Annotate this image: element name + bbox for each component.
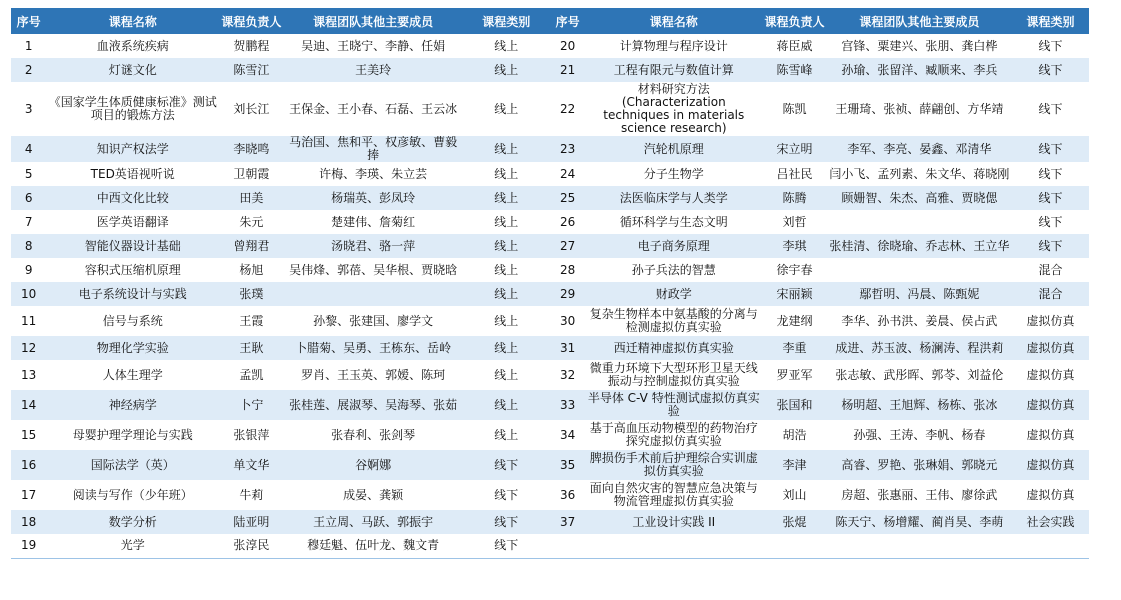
- cell-course-name-right: 电子商务原理: [585, 234, 762, 258]
- cell-seq-left: 9: [24, 262, 33, 277]
- cell-seq-left: 17: [21, 487, 37, 502]
- cell-course-type-left: 线上: [494, 427, 519, 442]
- cell-course-type-right: 线下: [1038, 166, 1063, 181]
- cell-course-type-right: 线下: [1038, 214, 1063, 229]
- table-row: [11, 480, 1089, 510]
- cell-course-type-left: 线下: [463, 510, 550, 534]
- cell-course-type-right: [1012, 534, 1089, 558]
- cell-course-name-right: 西迁精神虚拟仿真实验: [585, 336, 762, 360]
- cell-course-name-right: 工业设计实践 II: [585, 510, 762, 534]
- cell-course-name-left: 智能仪器设计基础: [46, 234, 219, 258]
- cell-course-name-left: 数学分析: [46, 510, 219, 534]
- cell-team-members-left: 许梅、李瑛、朱立芸: [319, 166, 428, 181]
- table-row: [11, 420, 1089, 450]
- cell-seq-right: 31: [550, 336, 585, 360]
- cell-course-lead-left: 陆亚明: [219, 510, 284, 534]
- cell-course-type-left: 线上: [494, 101, 519, 116]
- cell-course-name-left: 血液系统疾病: [96, 38, 169, 53]
- table-row: [11, 34, 1089, 58]
- header-course-lead-2: 课程负责人: [762, 8, 827, 34]
- cell-team-members-right: 闫小飞、孟列素、朱文华、蒋晓刚: [829, 166, 1010, 181]
- cell-team-members-left: 汤晓君、骆一萍: [284, 234, 463, 258]
- cell-course-name-left: 灯谜文化: [46, 58, 219, 82]
- cell-course-lead-left: 贺鹏程: [233, 38, 270, 53]
- cell-course-lead-left: 孟凯: [239, 367, 264, 382]
- cell-seq-right: 25: [550, 186, 585, 210]
- cell-team-members-left: 王美玲: [284, 58, 463, 82]
- cell-course-lead-left: 李晓鸣: [219, 136, 284, 162]
- cell-seq-left: 5: [24, 166, 33, 181]
- cell-course-type-right: 虚拟仿真: [1012, 450, 1089, 480]
- cell-course-lead-right: 徐宇春: [776, 262, 813, 277]
- cell-course-name-left: TED英语视听说: [90, 166, 175, 181]
- cell-course-lead-right: 张焜: [762, 510, 827, 534]
- cell-course-type-right: 混合: [1038, 262, 1063, 277]
- cell-course-lead-left: 王耿: [219, 336, 284, 360]
- cell-course-lead-left: 陈雪江: [219, 58, 284, 82]
- cell-course-name-right: [585, 534, 762, 558]
- cell-course-lead-right: 龙建纲: [776, 313, 813, 328]
- cell-course-lead-right: 陈腾: [762, 186, 827, 210]
- cell-team-members-right: 成进、苏玉波、杨澜涛、程洪莉: [827, 336, 1012, 360]
- cell-course-type-right: 虚拟仿真: [1026, 487, 1075, 502]
- cell-course-type-right: 虚拟仿真: [1012, 336, 1089, 360]
- cell-seq-right: 32: [560, 367, 576, 382]
- cell-course-type-right: 虚拟仿真: [1026, 313, 1075, 328]
- cell-team-members-left: 成晏、龚颖: [343, 487, 404, 502]
- cell-course-type-right: 线下: [1012, 136, 1089, 162]
- cell-seq-left: 4: [11, 136, 46, 162]
- cell-course-lead-right: 宋立明: [762, 136, 827, 162]
- cell-seq-right: 34: [560, 427, 576, 442]
- cell-course-type-left: 线上: [494, 38, 519, 53]
- table-row: [11, 282, 1089, 306]
- cell-course-name-right: 财政学: [585, 282, 762, 306]
- cell-course-type-left: 线下: [494, 487, 519, 502]
- cell-seq-left: 15: [21, 427, 37, 442]
- table-row: [11, 234, 1089, 258]
- cell-course-name-left: 知识产权法学: [46, 136, 219, 162]
- cell-course-lead-left: 杨旭: [239, 262, 264, 277]
- cell-seq-right: 35: [550, 450, 585, 480]
- cell-team-members-right: 王珊琦、张祯、薛翩创、方华靖: [835, 101, 1004, 116]
- cell-course-name-right: 基于高血压动物模型的药物治疗探究虚拟仿真实验: [589, 421, 758, 448]
- cell-team-members-right: 张志敏、武彤晖、郭苓、刘益伦: [835, 367, 1004, 382]
- cell-course-lead-left: 刘长江: [233, 101, 270, 116]
- cell-course-type-left: 线上: [463, 58, 550, 82]
- cell-team-members-left: 马治国、焦和平、权彦敏、曹毅捧: [284, 136, 463, 162]
- cell-team-members-left: 张桂莲、展淑琴、吴海琴、张茹: [284, 390, 463, 420]
- cell-team-members-left: 楚建伟、詹菊红: [331, 214, 416, 229]
- cell-team-members-left: 卜腊菊、吴勇、王栋东、岳岭: [284, 336, 463, 360]
- cell-seq-right: 23: [550, 136, 585, 162]
- cell-course-type-left: 线上: [463, 282, 550, 306]
- cell-course-name-right: 面向自然灾害的智慧应急决策与物流管理虚拟仿真实验: [589, 481, 758, 508]
- cell-course-name-right: 分子生物学: [643, 166, 704, 181]
- cell-seq-right: 30: [560, 313, 576, 328]
- cell-course-name-right: 循环科学与生态文明: [619, 214, 728, 229]
- cell-course-name-right: 汽轮机原理: [585, 136, 762, 162]
- cell-course-name-left: 物理化学实验: [46, 336, 219, 360]
- header-course-lead: 课程负责人: [219, 8, 284, 34]
- cell-course-name-left: 容积式压缩机原理: [84, 262, 181, 277]
- table-row: [11, 390, 1089, 420]
- cell-course-lead-right: 李琪: [762, 234, 827, 258]
- cell-course-name-right: 工程有限元与数值计算: [585, 58, 762, 82]
- cell-team-members-right: 陈天宁、杨增耀、蔺肖昊、李萌: [827, 510, 1012, 534]
- cell-seq-right: 28: [560, 262, 576, 277]
- cell-course-name-left: 电子系统设计与实践: [46, 282, 219, 306]
- cell-seq-left: 2: [11, 58, 46, 82]
- cell-course-name-left: 阅读与写作（少年班）: [72, 487, 193, 502]
- table-row: [11, 82, 1089, 136]
- header-course-type-2: 课程类别: [1012, 8, 1089, 34]
- cell-course-lead-right: 刘哲: [782, 214, 807, 229]
- cell-course-name-left: 国际法学（英）: [46, 450, 219, 480]
- cell-seq-left: 1: [24, 38, 33, 53]
- cell-course-name-left: 神经病学: [46, 390, 219, 420]
- cell-team-members-left: 王立周、马跃、郭振宇: [284, 510, 463, 534]
- cell-team-members-left: 吴伟烽、郭蓓、吴华根、贾晓晗: [289, 262, 458, 277]
- cell-course-lead-right: 宋丽颖: [762, 282, 827, 306]
- cell-course-type-right: 混合: [1012, 282, 1089, 306]
- cell-course-name-right: 脾损伤手术前后护理综合实训虚拟仿真实验: [585, 450, 762, 480]
- cell-course-type-left: 线上: [494, 313, 519, 328]
- cell-course-type-left: 线上: [494, 367, 519, 382]
- cell-course-type-right: 线下: [1012, 186, 1089, 210]
- cell-course-name-right: 法医临床学与人类学: [585, 186, 762, 210]
- cell-course-lead-left: 张璞: [219, 282, 284, 306]
- cell-course-lead-left: 卜宁: [219, 390, 284, 420]
- cell-course-name-left: 中西文化比较: [46, 186, 219, 210]
- cell-team-members-right: 李军、李亮、晏鑫、邓清华: [827, 136, 1012, 162]
- cell-course-type-right: 虚拟仿真: [1012, 390, 1089, 420]
- cell-seq-right: 33: [550, 390, 585, 420]
- cell-course-lead-left: 田美: [219, 186, 284, 210]
- cell-team-members-left: 孙黎、张建国、廖学文: [313, 313, 434, 328]
- cell-course-lead-left: 张淳民: [219, 534, 284, 558]
- cell-team-members-left: 穆廷魁、伍叶龙、魏文青: [284, 534, 463, 558]
- cell-team-members-right: 杨明超、王旭辉、杨栋、张冰: [827, 390, 1012, 420]
- cell-course-lead-right: 李重: [762, 336, 827, 360]
- table-row: [11, 510, 1089, 534]
- cell-course-name-right: 微重力环境下大型环形卫星天线振动与控制虚拟仿真实验: [589, 361, 758, 388]
- header-team-members: 课程团队其他主要成员: [284, 8, 463, 34]
- cell-course-name-left: 《国家学生体质健康标准》测试项目的锻炼方法: [48, 95, 217, 122]
- cell-course-type-right: 社会实践: [1012, 510, 1089, 534]
- header-course-type: 课程类别: [463, 8, 550, 34]
- table-row: [11, 210, 1089, 234]
- cell-team-members-left: 杨瑞英、彭凤玲: [284, 186, 463, 210]
- cell-course-type-right: 虚拟仿真: [1026, 427, 1075, 442]
- cell-course-lead-right: 罗亚军: [776, 367, 813, 382]
- cell-seq-right: 37: [550, 510, 585, 534]
- cell-team-members-right: 张桂清、徐晓瑜、乔志林、王立华: [827, 234, 1012, 258]
- cell-seq-right: 27: [550, 234, 585, 258]
- cell-team-members-right: [827, 258, 1012, 282]
- table-row: [11, 534, 1089, 558]
- cell-seq-right: 36: [560, 487, 576, 502]
- cell-team-members-right: 房超、张惠丽、王伟、廖徐武: [841, 487, 998, 502]
- cell-course-type-right: 线下: [1012, 234, 1089, 258]
- cell-course-lead-right: 吕社民: [776, 166, 813, 181]
- table-row: [11, 336, 1089, 360]
- cell-course-lead-right: 胡浩: [782, 427, 807, 442]
- cell-seq-left: 3: [24, 101, 33, 116]
- cell-seq-right: 29: [550, 282, 585, 306]
- cell-seq-left: 8: [11, 234, 46, 258]
- header-team-members-2: 课程团队其他主要成员: [827, 8, 1012, 34]
- table-row: [11, 306, 1089, 336]
- table-body: [11, 34, 1089, 558]
- cell-team-members-left: 罗肖、王玉英、郭嫒、陈珂: [301, 367, 446, 382]
- cell-course-name-left: 医学英语翻译: [96, 214, 169, 229]
- cell-seq-left: 12: [11, 336, 46, 360]
- cell-course-lead-right: 张国和: [762, 390, 827, 420]
- cell-course-lead-right: 陈雪峰: [762, 58, 827, 82]
- cell-team-members-left: 王保金、王小春、石磊、王云冰: [289, 101, 458, 116]
- table-row: [11, 450, 1089, 480]
- cell-course-name-left: 母婴护理学理论与实践: [72, 427, 193, 442]
- cell-seq-right: [550, 534, 585, 558]
- cell-course-lead-right: 李津: [762, 450, 827, 480]
- cell-course-name-right: 材料研究方法 (Characterization techniques in materials science research): [603, 82, 745, 135]
- cell-course-type-left: 线上: [494, 262, 519, 277]
- cell-team-members-right: 李华、孙书洪、姜晨、侯占武: [841, 313, 998, 328]
- cell-course-type-left: 线下: [463, 450, 550, 480]
- cell-course-type-left: 线上: [463, 136, 550, 162]
- cell-team-members-right: 顾姗智、朱杰、高雅、贾晓偲: [827, 186, 1012, 210]
- table-row: [11, 360, 1089, 390]
- cell-team-members-right: 高睿、罗艳、张琳娟、郭晓元: [827, 450, 1012, 480]
- table-row: [11, 258, 1089, 282]
- cell-course-type-right: 虚拟仿真: [1026, 367, 1075, 382]
- cell-team-members-right: 宫锋、粟建兴、张朋、龚白桦: [841, 38, 998, 53]
- cell-seq-right: 21: [550, 58, 585, 82]
- cell-course-name-left: 人体生理学: [102, 367, 163, 382]
- cell-team-members-left: 吴迪、王晓宁、李静、任娟: [301, 38, 446, 53]
- cell-seq-left: 13: [21, 367, 37, 382]
- cell-seq-left: 16: [11, 450, 46, 480]
- table-row: [11, 58, 1089, 82]
- cell-course-lead-left: 单文华: [219, 450, 284, 480]
- cell-course-lead-left: 张银萍: [233, 427, 270, 442]
- cell-course-type-left: 线上: [463, 336, 550, 360]
- cell-course-lead-right: 刘山: [782, 487, 807, 502]
- cell-course-name-left: 光学: [46, 534, 219, 558]
- cell-team-members-right: 孙强、王涛、李帆、杨春: [853, 427, 986, 442]
- cell-course-lead-right: 陈凯: [782, 101, 807, 116]
- cell-course-type-left: 线上: [494, 166, 519, 181]
- cell-team-members-right: 孙瑜、张留洋、臧顺来、李兵: [827, 58, 1012, 82]
- cell-course-type-right: 线下: [1012, 58, 1089, 82]
- cell-course-type-left: 线上: [463, 186, 550, 210]
- cell-course-type-left: 线上: [463, 390, 550, 420]
- header-seq-2: 序号: [550, 8, 585, 34]
- cell-team-members-right: [827, 210, 1012, 234]
- cell-course-type-right: 线下: [1038, 38, 1063, 53]
- cell-course-lead-right: 蒋臣威: [776, 38, 813, 53]
- cell-course-lead-left: 王霞: [239, 313, 264, 328]
- cell-course-type-left: 线上: [494, 214, 519, 229]
- cell-course-type-left: 线下: [463, 534, 550, 558]
- cell-course-type-left: 线上: [463, 234, 550, 258]
- table-row: [11, 162, 1089, 186]
- cell-seq-right: 26: [560, 214, 576, 229]
- cell-course-name-right: 半导体 C-V 特性测试虚拟仿真实验: [585, 390, 762, 420]
- cell-course-lead-left: 朱元: [239, 214, 264, 229]
- course-table-sheet: [11, 8, 1089, 559]
- cell-seq-left: 14: [11, 390, 46, 420]
- table-row: [11, 186, 1089, 210]
- cell-course-lead-left: 曾翔君: [219, 234, 284, 258]
- table-header-row: [11, 8, 1089, 34]
- cell-team-members-left: 张春利、张剑琴: [331, 427, 416, 442]
- cell-seq-right: 24: [560, 166, 576, 181]
- cell-seq-left: 7: [24, 214, 33, 229]
- cell-seq-right: 22: [560, 101, 576, 116]
- cell-course-name-right: 计算物理与程序设计: [619, 38, 728, 53]
- cell-seq-right: 20: [560, 38, 576, 53]
- cell-course-lead-left: 卫朝霞: [233, 166, 270, 181]
- cell-seq-left: 6: [11, 186, 46, 210]
- cell-course-lead-right: [762, 534, 827, 558]
- cell-team-members-left: [284, 282, 463, 306]
- header-course-name-2: 课程名称: [585, 8, 762, 34]
- cell-seq-left: 18: [11, 510, 46, 534]
- cell-seq-left: 10: [11, 282, 46, 306]
- cell-course-name-right: 孙子兵法的智慧: [631, 262, 716, 277]
- cell-seq-left: 19: [11, 534, 46, 558]
- cell-team-members-right: 鄢哲明、冯晨、陈甄妮: [827, 282, 1012, 306]
- cell-course-type-right: 线下: [1038, 101, 1063, 116]
- cell-team-members-right: [827, 534, 1012, 558]
- table-row: [11, 136, 1089, 162]
- cell-course-lead-left: 牛莉: [239, 487, 264, 502]
- cell-course-name-left: 信号与系统: [102, 313, 163, 328]
- cell-seq-left: 11: [21, 313, 37, 328]
- header-course-name: 课程名称: [46, 8, 219, 34]
- cell-team-members-left: 谷婀娜: [284, 450, 463, 480]
- header-seq: 序号: [11, 8, 46, 34]
- course-table: [11, 8, 1089, 559]
- cell-course-name-right: 复杂生物样本中氨基酸的分离与检测虚拟仿真实验: [589, 307, 758, 334]
